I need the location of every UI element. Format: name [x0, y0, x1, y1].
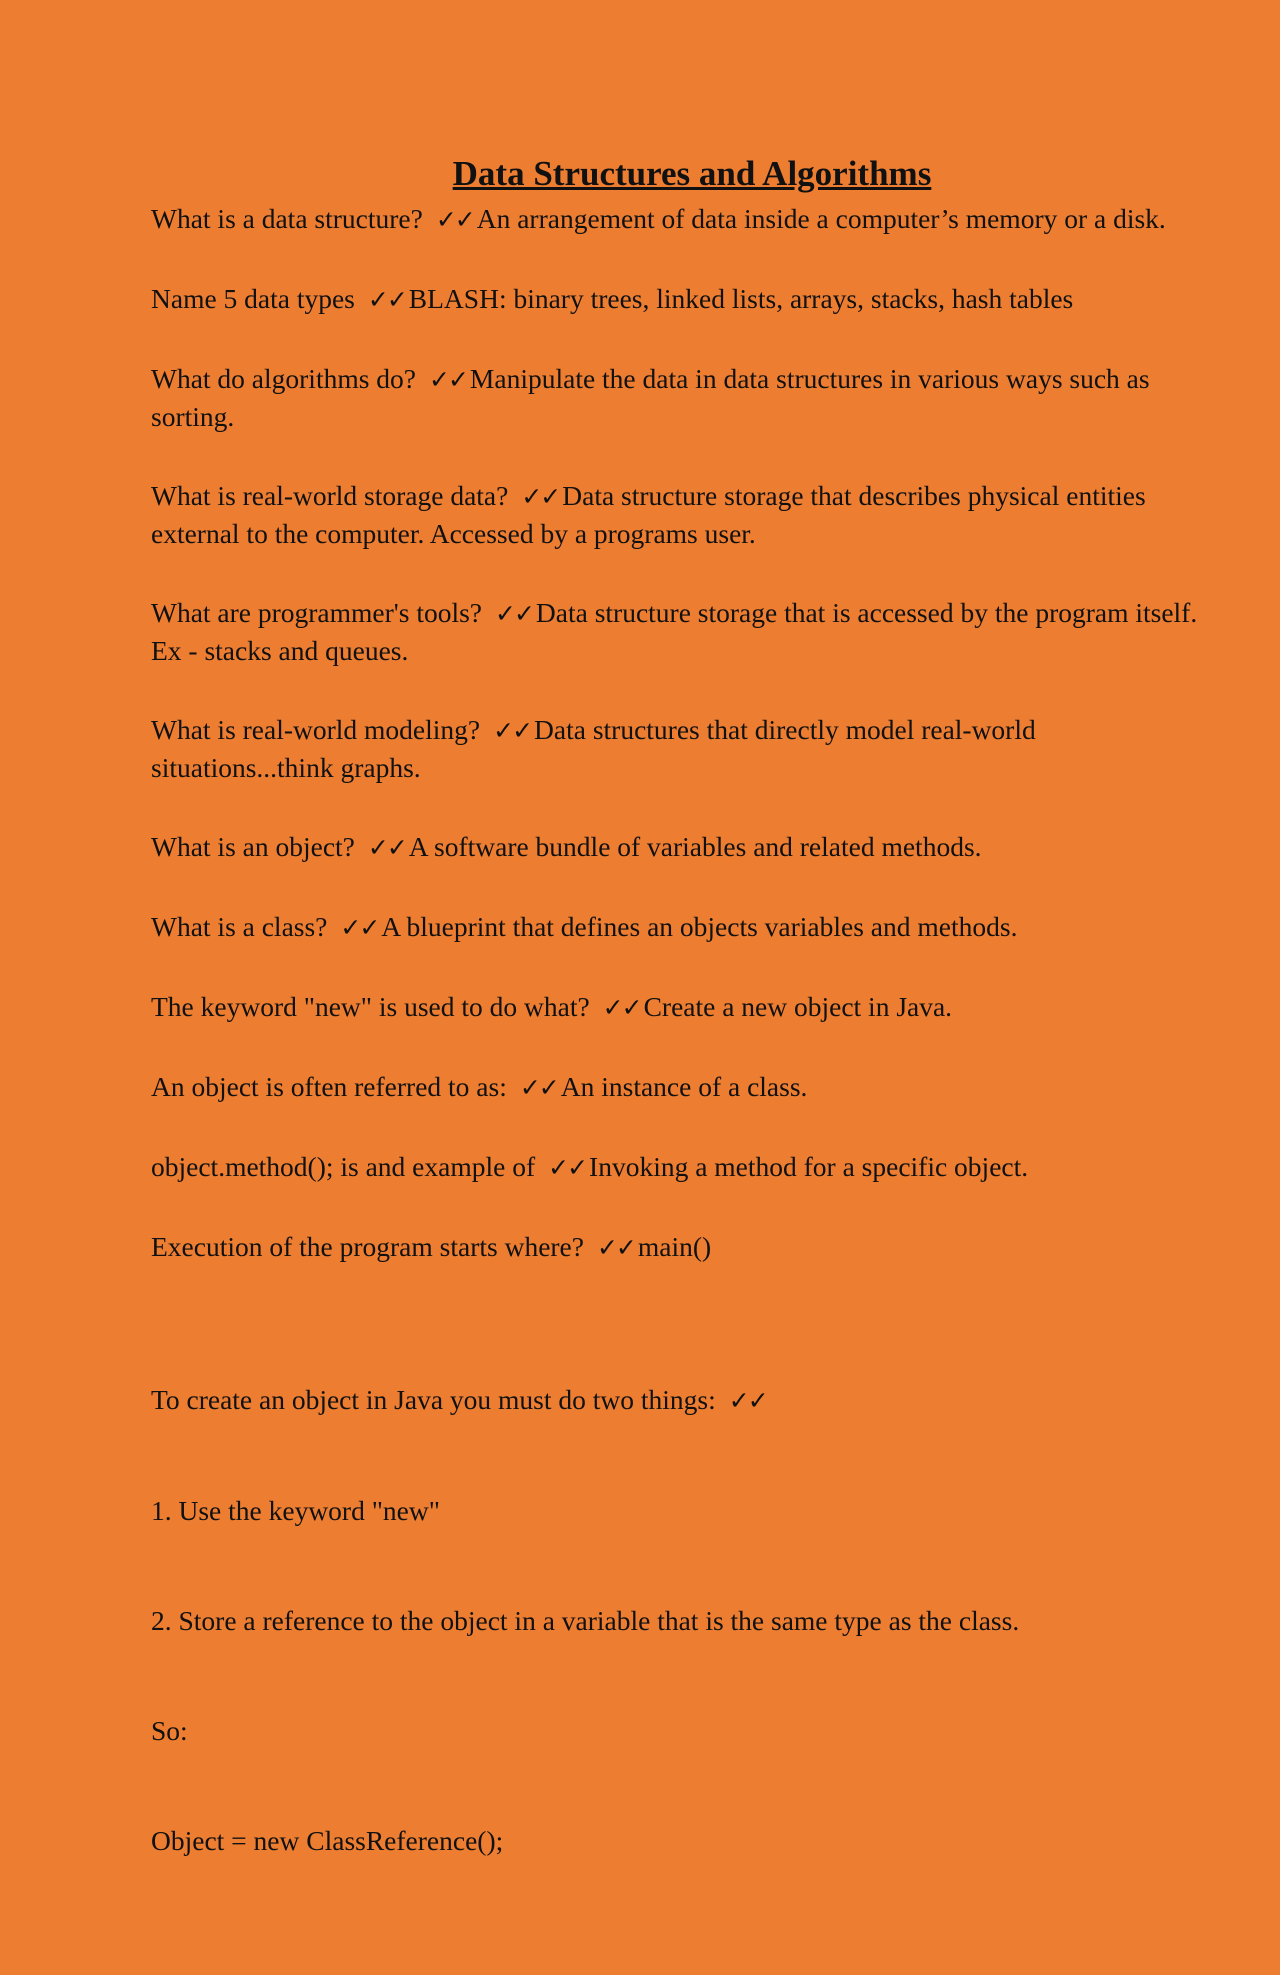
question: The keyword "new" is used to do what? [151, 991, 590, 1022]
answer: main() [637, 1231, 712, 1262]
qa-item-multiline [151, 1308, 1211, 1933]
answer: Data structure storage that is accessed by the program itself. Ex - stacks and queues. [151, 597, 1205, 666]
qa-item [151, 280, 1211, 318]
answer: Manipulate the data in data structures in various ways such as sorting. [151, 363, 1157, 432]
check-mark-icon: ✓✓ [367, 833, 406, 862]
qa-item [151, 1148, 1211, 1186]
answer: A software bundle of variables and related methods. [408, 831, 982, 862]
check-mark-icon: ✓✓ [548, 1153, 587, 1182]
answer: An arrangement of data inside a computer’s memory or a disk. [476, 203, 1166, 234]
check-mark-icon: ✓✓ [367, 285, 406, 314]
question: What is real-world storage data? [151, 480, 509, 511]
answer-line: 1. Use the keyword "new" [151, 1495, 440, 1526]
question-line [151, 1382, 1211, 1419]
answer-line: Object = new ClassReference(); [151, 1825, 504, 1856]
question: What do algorithms do? [151, 363, 417, 394]
question: What is an object? [151, 831, 355, 862]
check-mark-icon: ✓✓ [435, 205, 474, 234]
qa-item [151, 711, 1211, 786]
answer: BLASH: binary trees, linked lists, arrays, stacks, hash tables [408, 283, 1074, 314]
question: What are programmer's tools? [151, 597, 483, 628]
check-mark-icon: ✓✓ [521, 482, 560, 511]
document-page [151, 150, 1211, 1975]
check-mark-icon: ✓✓ [596, 1233, 635, 1262]
answer: A blueprint that defines an objects variables and methods. [381, 911, 1018, 942]
answer-line: So: [151, 1715, 188, 1746]
check-mark-icon: ✓✓ [340, 913, 379, 942]
qa-item [151, 360, 1211, 435]
page-title: Data Structures and Algorithms [452, 154, 932, 193]
qa-item [151, 594, 1211, 669]
question: Execution of the program starts where? [151, 1231, 584, 1262]
answer: Data structure storage that describes physical entities external to the computer. Accessed by a programs user. [151, 480, 1153, 549]
question: What is real-world modeling? [151, 714, 481, 745]
question: Name 5 data types [151, 283, 355, 314]
answer: An instance of a class. [560, 1071, 808, 1102]
answer-line: 2. Store a reference to the object in a variable that is the same type as the class. [151, 1605, 1020, 1636]
answer: Data structures that directly model real-world situations...think graphs. [151, 714, 1043, 783]
answer: Invoking a method for a specific object. [589, 1151, 1029, 1182]
question: What is a data structure? [151, 203, 423, 234]
qa-item [151, 1068, 1211, 1106]
question: An object is often referred to as: [151, 1071, 507, 1102]
question: What is a class? [151, 911, 328, 942]
qa-item [151, 200, 1211, 238]
answer: Create a new object in Java. [643, 991, 953, 1022]
check-mark-icon: ✓✓ [495, 599, 533, 628]
qa-item [151, 988, 1211, 1026]
check-mark-icon: ✓✓ [602, 993, 641, 1022]
qa-item [151, 1228, 1211, 1266]
check-mark-icon: ✓✓ [493, 716, 532, 745]
check-mark-icon: ✓✓ [429, 365, 467, 394]
qa-item [151, 477, 1211, 552]
qa-item [151, 908, 1211, 946]
check-mark-icon: ✓✓ [519, 1073, 558, 1102]
check-mark-icon: ✓✓ [728, 1386, 767, 1415]
question: To create an object in Java you must do two things: [151, 1384, 716, 1415]
qa-item [151, 828, 1211, 866]
question: object.method(); is and example of [151, 1151, 536, 1182]
